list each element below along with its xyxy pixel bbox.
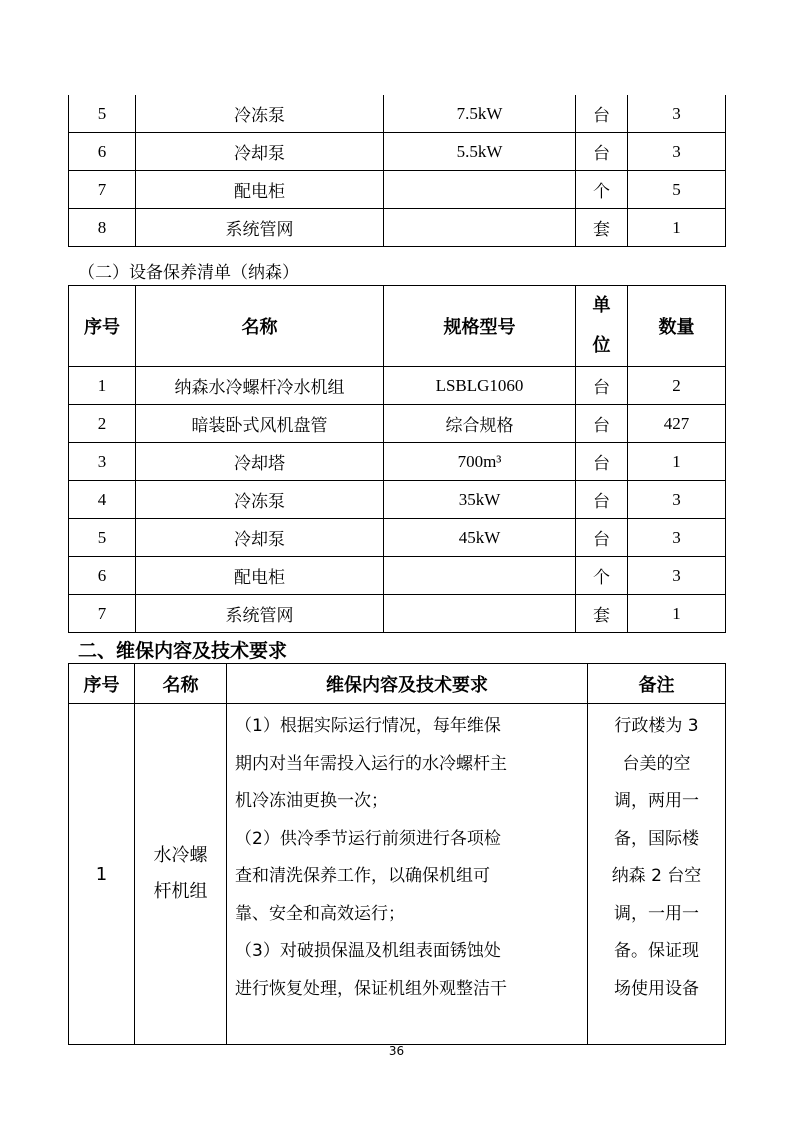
content-line: 进行恢复处理，保证机组外观整洁干 bbox=[235, 978, 507, 999]
header-content: 维保内容及技术要求 bbox=[227, 664, 588, 704]
row-unit: 台 bbox=[576, 367, 628, 405]
header-qty: 数量 bbox=[628, 286, 726, 367]
table-row bbox=[69, 171, 726, 209]
row-qty: 2 bbox=[628, 367, 726, 405]
row-seq: 4 bbox=[69, 481, 136, 519]
table-row bbox=[69, 704, 726, 1045]
row-name: 系统管网 bbox=[136, 209, 384, 247]
row-spec: 700m³ bbox=[384, 443, 576, 481]
header-seq: 序号 bbox=[69, 664, 135, 704]
content-line: （1）根据实际运行情况，每年维保 bbox=[235, 716, 501, 736]
row-name: 暗装卧式风机盘管 bbox=[136, 405, 384, 443]
row-spec: 7.5kW bbox=[384, 95, 576, 133]
row-qty: 1 bbox=[628, 209, 726, 247]
row-qty: 3 bbox=[628, 481, 726, 519]
row-unit: 套 bbox=[576, 595, 628, 633]
table-row bbox=[69, 557, 726, 595]
table-row bbox=[69, 443, 726, 481]
equipment-table-continued bbox=[68, 95, 726, 247]
row-seq: 2 bbox=[69, 405, 136, 443]
maintenance-list-table bbox=[68, 285, 726, 633]
table-row bbox=[69, 209, 726, 247]
row-spec: 45kW bbox=[384, 519, 576, 557]
row-name-line2: 杆机组 bbox=[153, 881, 208, 902]
row-unit: 台 bbox=[576, 95, 628, 133]
table-header-row bbox=[69, 664, 726, 704]
row-spec bbox=[384, 171, 576, 209]
row-name: 配电柜 bbox=[136, 557, 384, 595]
row-name: 冷冻泵 bbox=[136, 481, 384, 519]
table-row bbox=[69, 133, 726, 171]
header-name: 名称 bbox=[136, 286, 384, 367]
table-row bbox=[69, 367, 726, 405]
row-name-line1: 水冷螺 bbox=[153, 845, 208, 866]
content-line: 期内对当年需投入运行的水冷螺杆主 bbox=[235, 753, 507, 774]
row-content bbox=[227, 704, 588, 1045]
row-qty: 3 bbox=[628, 133, 726, 171]
row-name: 系统管网 bbox=[136, 595, 384, 633]
row-name: 冷却塔 bbox=[136, 443, 384, 481]
content-line: 靠、安全和高效运行； bbox=[235, 903, 405, 924]
header-unit-line1: 单 bbox=[592, 295, 611, 316]
row-seq: 8 bbox=[69, 209, 136, 247]
row-seq: 5 bbox=[69, 95, 136, 133]
row-spec: 35kW bbox=[384, 481, 576, 519]
table-row bbox=[69, 519, 726, 557]
row-unit: 个 bbox=[576, 557, 628, 595]
row-name: 冷却泵 bbox=[136, 519, 384, 557]
section-title-maintenance-requirements: 二、维保内容及技术要求 bbox=[78, 640, 288, 662]
remark-line: 纳森 2 台空 bbox=[611, 866, 702, 886]
row-unit: 台 bbox=[576, 443, 628, 481]
row-name bbox=[135, 704, 227, 1045]
header-unit-line2: 位 bbox=[592, 335, 611, 356]
remark-line: 行政楼为 3 bbox=[614, 716, 699, 736]
row-spec: 5.5kW bbox=[384, 133, 576, 171]
table-row bbox=[69, 95, 726, 133]
remark-line: 台美的空 bbox=[622, 753, 691, 774]
row-spec: 综合规格 bbox=[384, 405, 576, 443]
content-line: （2）供冷季节运行前须进行各项检 bbox=[235, 828, 501, 849]
row-seq: 1 bbox=[69, 704, 135, 1045]
row-spec bbox=[384, 209, 576, 247]
table-row bbox=[69, 595, 726, 633]
row-qty: 1 bbox=[628, 443, 726, 481]
row-spec bbox=[384, 595, 576, 633]
row-seq: 3 bbox=[69, 443, 136, 481]
row-seq: 6 bbox=[69, 133, 136, 171]
requirements-table bbox=[68, 663, 726, 1045]
row-name: 冷却泵 bbox=[136, 133, 384, 171]
content-line: 查和清洗保养工作，以确保机组可 bbox=[235, 866, 490, 886]
row-seq: 7 bbox=[69, 171, 136, 209]
row-unit: 个 bbox=[576, 171, 628, 209]
row-name: 配电柜 bbox=[136, 171, 384, 209]
row-qty: 3 bbox=[628, 95, 726, 133]
content-line: （3）对破损保温及机组表面锈蚀处 bbox=[235, 941, 501, 961]
row-remark bbox=[588, 704, 726, 1045]
row-qty: 1 bbox=[628, 595, 726, 633]
remark-line: 调，一用一 bbox=[614, 903, 699, 924]
row-qty: 3 bbox=[628, 519, 726, 557]
row-unit: 台 bbox=[576, 481, 628, 519]
row-seq: 1 bbox=[69, 367, 136, 405]
row-unit: 台 bbox=[576, 405, 628, 443]
header-seq: 序号 bbox=[69, 286, 136, 367]
row-name: 冷冻泵 bbox=[136, 95, 384, 133]
row-seq: 6 bbox=[69, 557, 136, 595]
header-remark: 备注 bbox=[588, 664, 726, 704]
remark-line: 备。保证现 bbox=[614, 941, 699, 961]
row-seq: 5 bbox=[69, 519, 136, 557]
page-number: 36 bbox=[388, 1044, 405, 1058]
row-spec: LSBLG1060 bbox=[384, 367, 576, 405]
row-qty: 3 bbox=[628, 557, 726, 595]
content-line: 机冷冻油更换一次； bbox=[235, 791, 388, 811]
header-spec: 规格型号 bbox=[384, 286, 576, 367]
table-row bbox=[69, 405, 726, 443]
remark-line: 调，两用一 bbox=[614, 791, 699, 811]
remark-line: 备，国际楼 bbox=[614, 828, 699, 849]
row-qty: 5 bbox=[628, 171, 726, 209]
row-unit: 套 bbox=[576, 209, 628, 247]
header-name: 名称 bbox=[135, 664, 227, 704]
maintenance-list-body bbox=[69, 367, 726, 633]
row-spec bbox=[384, 557, 576, 595]
table-header-row bbox=[69, 286, 726, 367]
row-unit: 台 bbox=[576, 519, 628, 557]
table-row bbox=[69, 481, 726, 519]
remark-line: 场使用设备 bbox=[614, 978, 699, 999]
row-qty: 427 bbox=[628, 405, 726, 443]
row-name: 纳森水冷螺杆冷水机组 bbox=[136, 367, 384, 405]
header-unit bbox=[576, 286, 628, 367]
section-title-maintenance-list-nasen: （二）设备保养清单（纳森） bbox=[78, 263, 299, 283]
equipment-table-continued-body bbox=[69, 95, 726, 247]
row-unit: 台 bbox=[576, 133, 628, 171]
row-seq: 7 bbox=[69, 595, 136, 633]
